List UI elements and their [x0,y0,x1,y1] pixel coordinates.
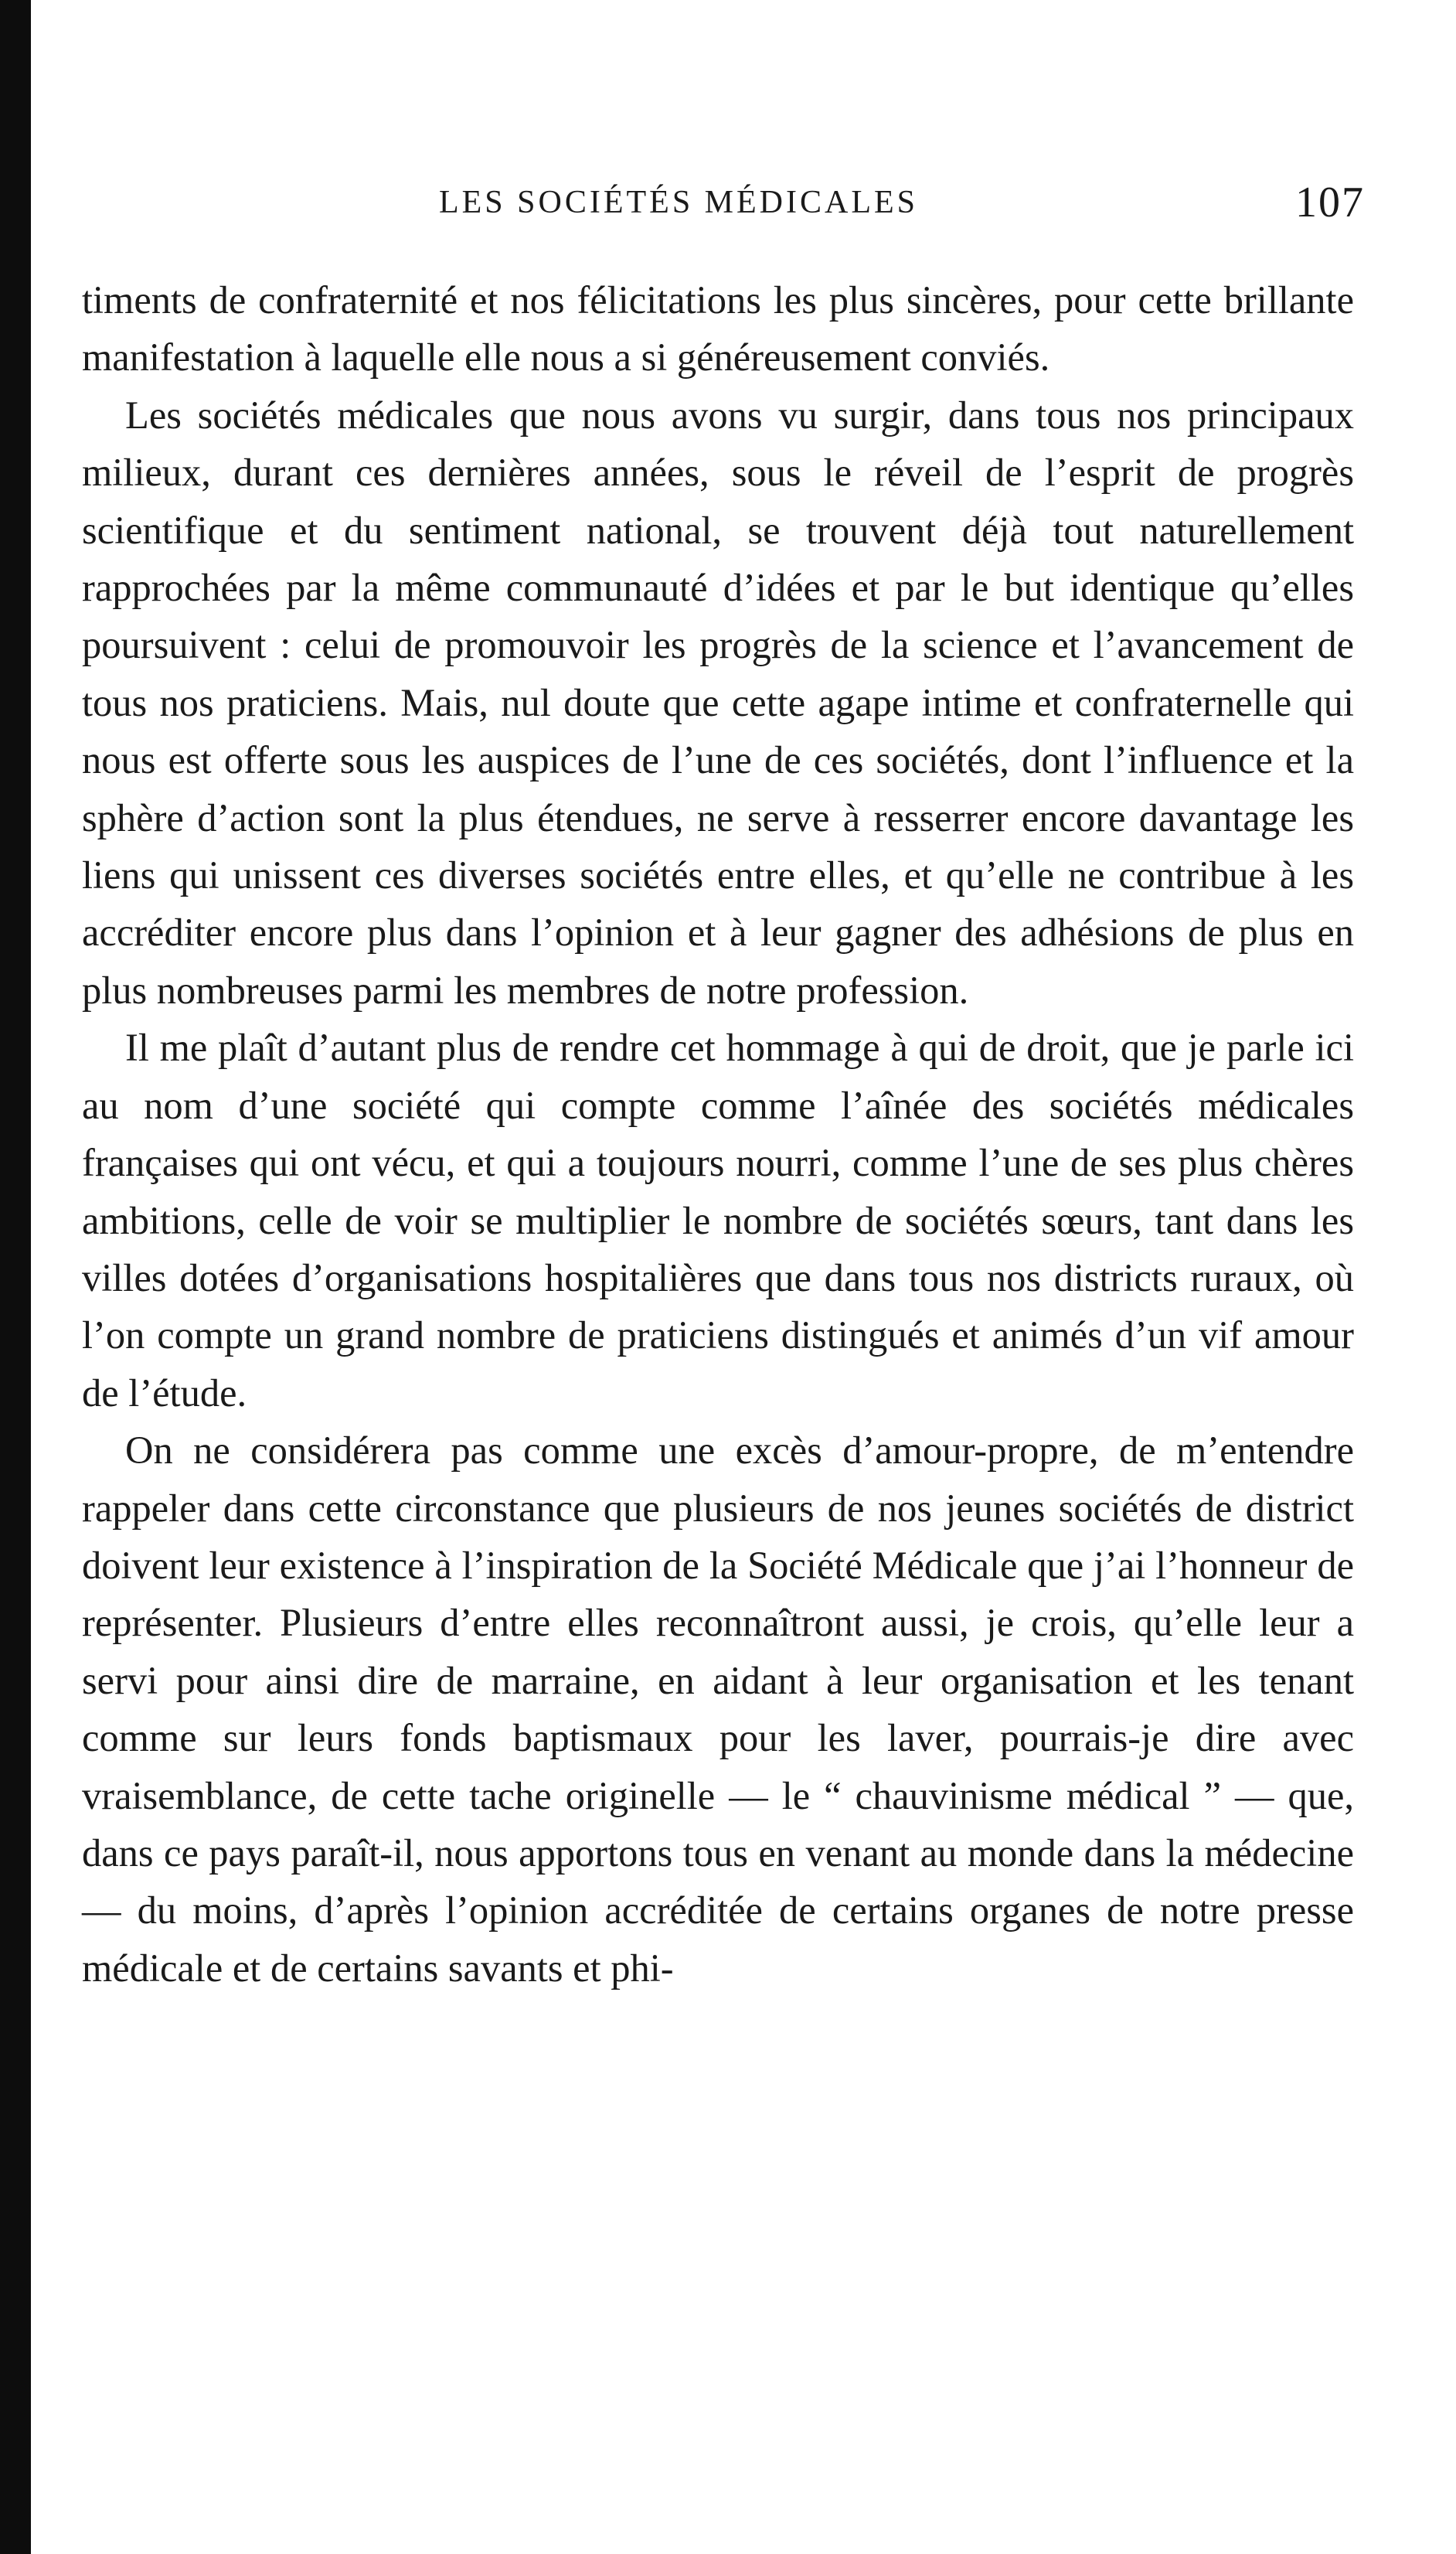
page-binding-edge [0,0,31,2554]
paragraph-continuation: timents de confraternité et nos félicitations les plus sincères, pour cette brillante manifestation à laquelle elle nous a si généreusement conviés. [82,278,1354,380]
paragraph: Il me plaît d’autant plus de rendre cet hommage à qui de droit, que je parle ici au nom d’une société qui compte comme l’aînée des sociétés médicales françaises qui ont vécu, et qui a toujours nourri, comme l’une de ses plus chères ambitions, celle de voir se multiplier le nombre de sociétés sœurs, tant dans les villes dotées d’organisations hospitalières que dans tous nos districts ruraux, où l’on compte un grand nombre de praticiens distingués et animés d’un vif amour de l’étude. [82,1026,1354,1415]
page-number: 107 [1295,179,1365,226]
paragraph: On ne considérera pas comme une excès d’amour-propre, de m’entendre rappeler dans cette circonstance que plusieurs de nos jeunes sociétés de district doivent leur existence à l’inspiration de la Société Médicale que j’ai l’honneur de représenter. Plusieurs d’entre elles reconnaîtront aussi, je crois, qu’elle leur a servi pour ainsi dire de marraine, en aidant à leur organisation et les tenant comme sur leurs fonds baptismaux pour les laver, pourrais-je dire avec vraisemblance, de cette tache originelle — le “ chauvinisme médical ” — que, dans ce pays paraît-il, nous apportons tous en venant au monde dans la médecine — du moins, d’après l’opinion accréditée de certains organes de notre presse médicale et de certains savants et phi- [82,1429,1354,1990]
paragraph: Les sociétés médicales que nous avons vu surgir, dans tous nos principaux milieux, durant ces dernières années, sous le réveil de l’esprit de progrès scientifique et du sentiment national, se trouvent déjà tout naturellement rapprochées par la même communauté d’idées et par le but identique qu’elles poursuivent : celui de promouvoir les progrès de la science et l’avancement de tous nos praticiens. Mais, nul doute que cette agape intime et confraternelle qui nous est offerte sous les auspices de l’une de ces sociétés, dont l’influence et la sphère d’action sont la plus étendues, ne serve à resserrer encore davantage les liens qui unissent ces diverses sociétés entre elles, et qu’elle ne contribue à les accréditer encore plus dans l’opinion et à leur gagner des adhésions de plus en plus nombreuses parmi les membres de notre profession. [82,393,1354,1012]
page-header [0,178,1456,232]
body-text [82,271,1354,1997]
running-title: LES SOCIÉTÉS MÉDICALES [439,185,919,220]
